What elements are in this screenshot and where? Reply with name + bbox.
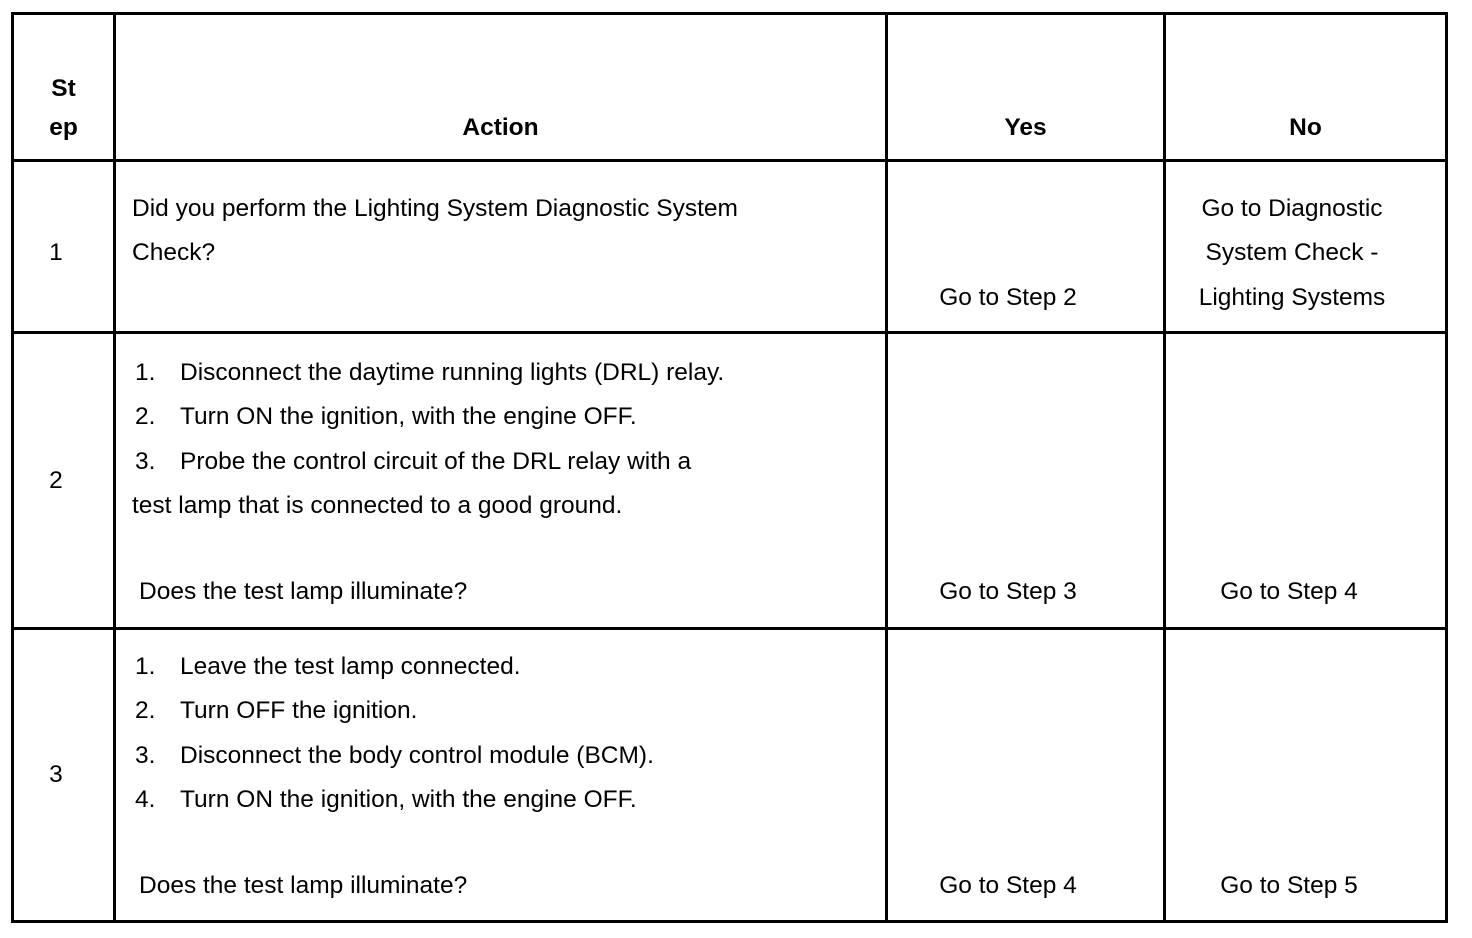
header-yes: Yes	[1004, 114, 1047, 141]
row2-yes: Go to Step 3	[939, 578, 1077, 605]
row-divider-1	[11, 331, 1448, 334]
row3-item3-number: 3.	[135, 742, 156, 769]
header-step-line1: St	[51, 75, 76, 102]
row3-item1-number: 1.	[135, 653, 156, 680]
row2-item3-number: 3.	[135, 448, 156, 475]
row3-question: Does the test lamp illuminate?	[139, 872, 468, 899]
row1-no-line2: System Check -	[1205, 239, 1379, 266]
header-action: Action	[462, 114, 539, 141]
row-divider-2	[11, 627, 1448, 630]
row3-item2-text: Turn OFF the ignition.	[180, 697, 418, 724]
table-border-right	[1445, 12, 1448, 923]
row1-yes: Go to Step 2	[939, 284, 1077, 311]
row3-no: Go to Step 5	[1220, 872, 1358, 899]
row2-continuation: test lamp that is connected to a good ground.	[132, 492, 623, 519]
column-divider-step	[113, 12, 116, 923]
table-border-bottom	[11, 920, 1448, 923]
row2-item1-text: Disconnect the daytime running lights (DRL) relay.	[180, 359, 725, 386]
row3-yes: Go to Step 4	[939, 872, 1077, 899]
row3-step: 3	[49, 761, 63, 788]
row1-action-line2: Check?	[132, 239, 216, 266]
row2-item2-text: Turn ON the ignition, with the engine OFF.	[180, 403, 637, 430]
header-no: No	[1289, 114, 1322, 141]
table-border-top	[11, 12, 1448, 15]
row2-item2-number: 2.	[135, 403, 156, 430]
row1-no-line3: Lighting Systems	[1198, 284, 1386, 311]
column-divider-yes	[1163, 12, 1166, 923]
row2-question: Does the test lamp illuminate?	[139, 578, 468, 605]
row3-item2-number: 2.	[135, 697, 156, 724]
header-divider	[11, 159, 1448, 162]
row1-step: 1	[49, 239, 63, 266]
row2-item3-text: Probe the control circuit of the DRL relay with a	[180, 448, 692, 475]
row1-no-line1: Go to Diagnostic	[1201, 195, 1383, 222]
header-step-line2: ep	[49, 114, 78, 141]
row3-item1-text: Leave the test lamp connected.	[180, 653, 521, 680]
row1-action-line1: Did you perform the Lighting System Diagnostic System	[132, 195, 738, 222]
row2-step: 2	[49, 467, 63, 494]
row3-item4-number: 4.	[135, 786, 156, 813]
row3-item3-text: Disconnect the body control module (BCM).	[180, 742, 654, 769]
row2-item1-number: 1.	[135, 359, 156, 386]
row2-no: Go to Step 4	[1220, 578, 1358, 605]
row3-item4-text: Turn ON the ignition, with the engine OFF.	[180, 786, 637, 813]
column-divider-action	[885, 12, 888, 923]
